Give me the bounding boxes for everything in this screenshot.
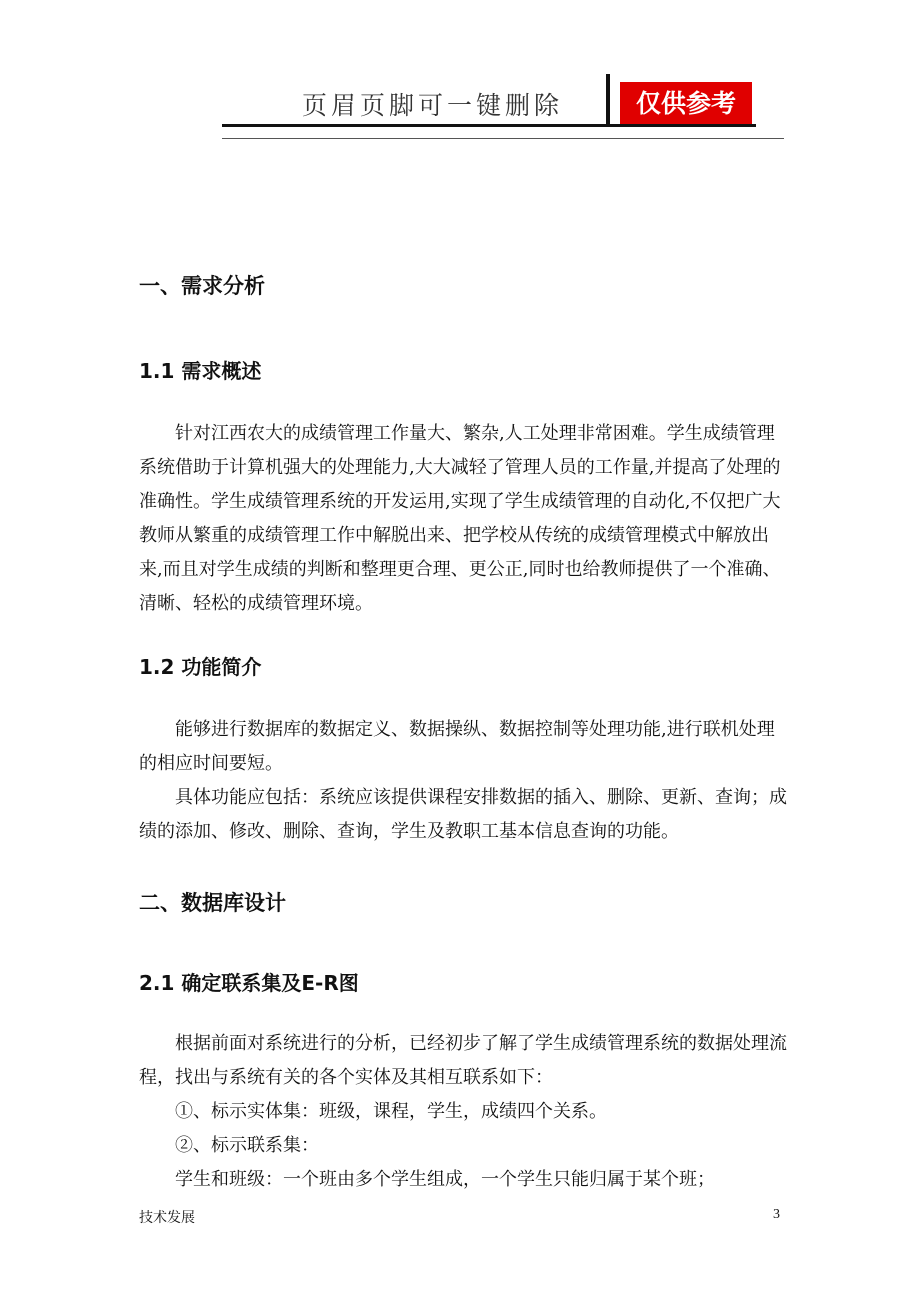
header-rule-thin bbox=[222, 138, 784, 139]
footer-label: 技术发展 bbox=[139, 1210, 195, 1226]
page-header bbox=[222, 74, 784, 140]
section-2-1-paragraph: 根据前面对系统进行的分析，已经初步了解了学生成绩管理系统的数据处理流程，找出与系统有关的各个实体及其相互联系如下： bbox=[139, 1033, 787, 1088]
header-divider bbox=[606, 74, 610, 126]
list-item-relationship-sets: ②、标示联系集： bbox=[175, 1135, 319, 1156]
section-2-heading: 二、数据库设计 bbox=[139, 891, 286, 915]
list-item-student-class: 学生和班级：一个班由多个学生组成，一个学生只能归属于某个班； bbox=[175, 1169, 715, 1190]
list-item-entity-sets: ①、标示实体集：班级，课程，学生，成绩四个关系。 bbox=[175, 1101, 607, 1122]
header-rule bbox=[222, 124, 756, 127]
reference-only-badge: 仅供参考 bbox=[620, 82, 752, 126]
section-1-heading: 一、需求分析 bbox=[139, 274, 265, 298]
header-text: 页眉页脚可一键删除 bbox=[302, 91, 564, 120]
section-2-1-heading: 2.1 确定联系集及E-R图 bbox=[139, 971, 359, 995]
section-1-2-heading: 1.2 功能简介 bbox=[139, 655, 262, 679]
section-1-1-heading: 1.1 需求概述 bbox=[139, 359, 262, 383]
page-number: 3 bbox=[773, 1207, 780, 1222]
document-body bbox=[139, 270, 789, 1197]
section-1-2-paragraph-2: 具体功能应包括：系统应该提供课程安排数据的插入、删除、更新、查询；成绩的添加、修改、删除、查询，学生及教职工基本信息查询的功能。 bbox=[139, 787, 787, 842]
section-1-2-paragraph-1: 能够进行数据库的数据定义、数据操纵、数据控制等处理功能,进行联机处理的相应时间要短。 bbox=[139, 719, 775, 774]
section-1-1-paragraph: 针对江西农大的成绩管理工作量大、繁杂,人工处理非常困难。学生成绩管理系统借助于计算机强大的处理能力,大大减轻了管理人员的工作量,并提高了处理的准确性。学生成绩管理系统的开发运用,实现了学生成绩管理的自动化,不仅把广大教师从繁重的成绩管理工作中解脱出来、把学校从传统的成绩管理模式中解放出来,而且对学生成绩的判断和整理更合理、更公正,同时也给教师提供了一个准确、清晰、轻松的成绩管理环境。 bbox=[139, 423, 781, 614]
